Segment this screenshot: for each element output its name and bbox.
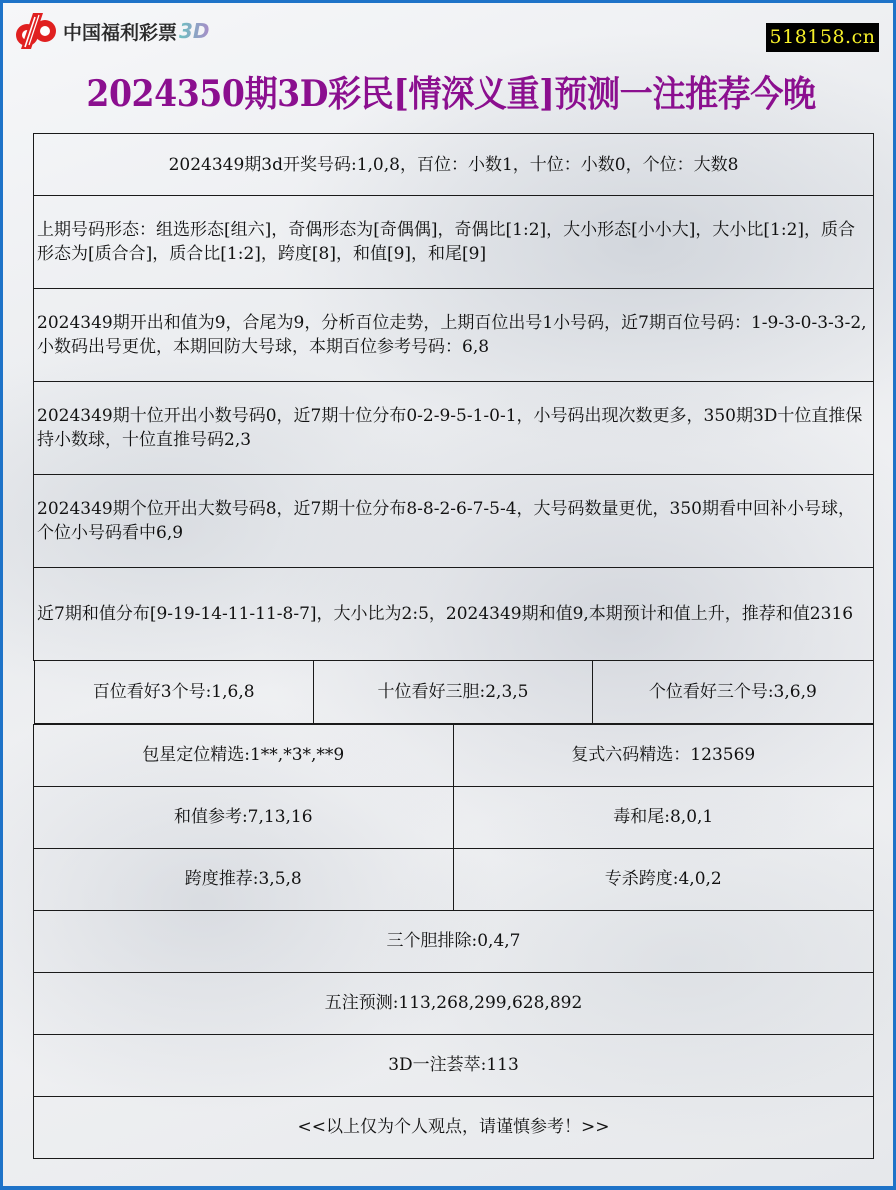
sum-analysis-cell: 近7期和值分布[9-19-14-11-11-8-7]，大小比为2:5，2024349期和值9,本期预计和值上升，推荐和值2316 [34, 568, 874, 661]
prediction-table [33, 133, 874, 1159]
exclude-cell: 三个胆排除:0,4,7 [34, 910, 874, 972]
tens-pick-cell: 十位看好三胆:2,3,5 [313, 661, 592, 723]
five-bets-cell: 五注预测:113,268,299,628,892 [34, 972, 874, 1034]
logo-text: 中国福利彩票 [63, 21, 178, 44]
units-analysis-cell: 2024349期个位开出大数号码8，近7期十位分布8-8-2-6-7-5-4，大号码数量更优，350期看中回补小号球，个位小号码看中6,9 [34, 475, 874, 568]
hundreds-pick-cell: 百位看好3个号:1,6,8 [34, 661, 313, 723]
disclaimer-cell: <<以上仅为个人观点，请谨慎参考！>> [34, 1096, 874, 1158]
lottery-logo [13, 11, 210, 51]
kill-span-cell: 专杀跨度:4,0,2 [453, 848, 873, 910]
logo-3d-suffix: 3D [179, 19, 210, 43]
draw-result-cell: 2024349期3d开奖号码:1,0,8，百位：小数1，十位：小数0，个位：大数8 [34, 134, 874, 196]
span-recommend-cell: 跨度推荐:3,5,8 [34, 848, 454, 910]
tens-analysis-cell: 2024349期十位开出小数号码0，近7期十位分布0-2-9-5-1-0-1，小号码出现次数更多，350期3D十位直推保持小数球，十位直推号码2,3 [34, 382, 874, 475]
six-code-pick-cell: 复式六码精选：123569 [453, 724, 873, 786]
hundreds-analysis-cell: 2024349期开出和值为9，合尾为9，分析百位走势，上期百位出号1小号码，近7期百位号码：1-9-3-0-3-3-2,小数码出号更优，本期回防大号球，本期百位参考号码：6,8 [34, 289, 874, 382]
sum-reference-cell: 和值参考:7,13,16 [34, 786, 454, 848]
last-form-cell: 上期号码形态：组选形态[组六]，奇偶形态为[奇偶偶]，奇偶比[1:2]，大小形态[小小大]，大小比[1:2]，质合形态为[质合合]，质合比[1:2]，跨度[8]，和值[9]，和尾[9] [34, 196, 874, 289]
welfare-lottery-logo-icon [13, 11, 59, 51]
position-pick-cell: 包星定位精选:1**,*3*,**9 [34, 724, 454, 786]
single-bet-cell: 3D一注荟萃:113 [34, 1034, 874, 1096]
units-pick-cell: 个位看好三个号:3,6,9 [593, 661, 873, 723]
site-url-badge[interactable]: 518158.cn [766, 23, 879, 52]
page-title: 2024350期3D彩民[情深义重]预测一注推荐今晚 [86, 73, 816, 115]
kill-sum-tail-cell: 毒和尾:8,0,1 [453, 786, 873, 848]
